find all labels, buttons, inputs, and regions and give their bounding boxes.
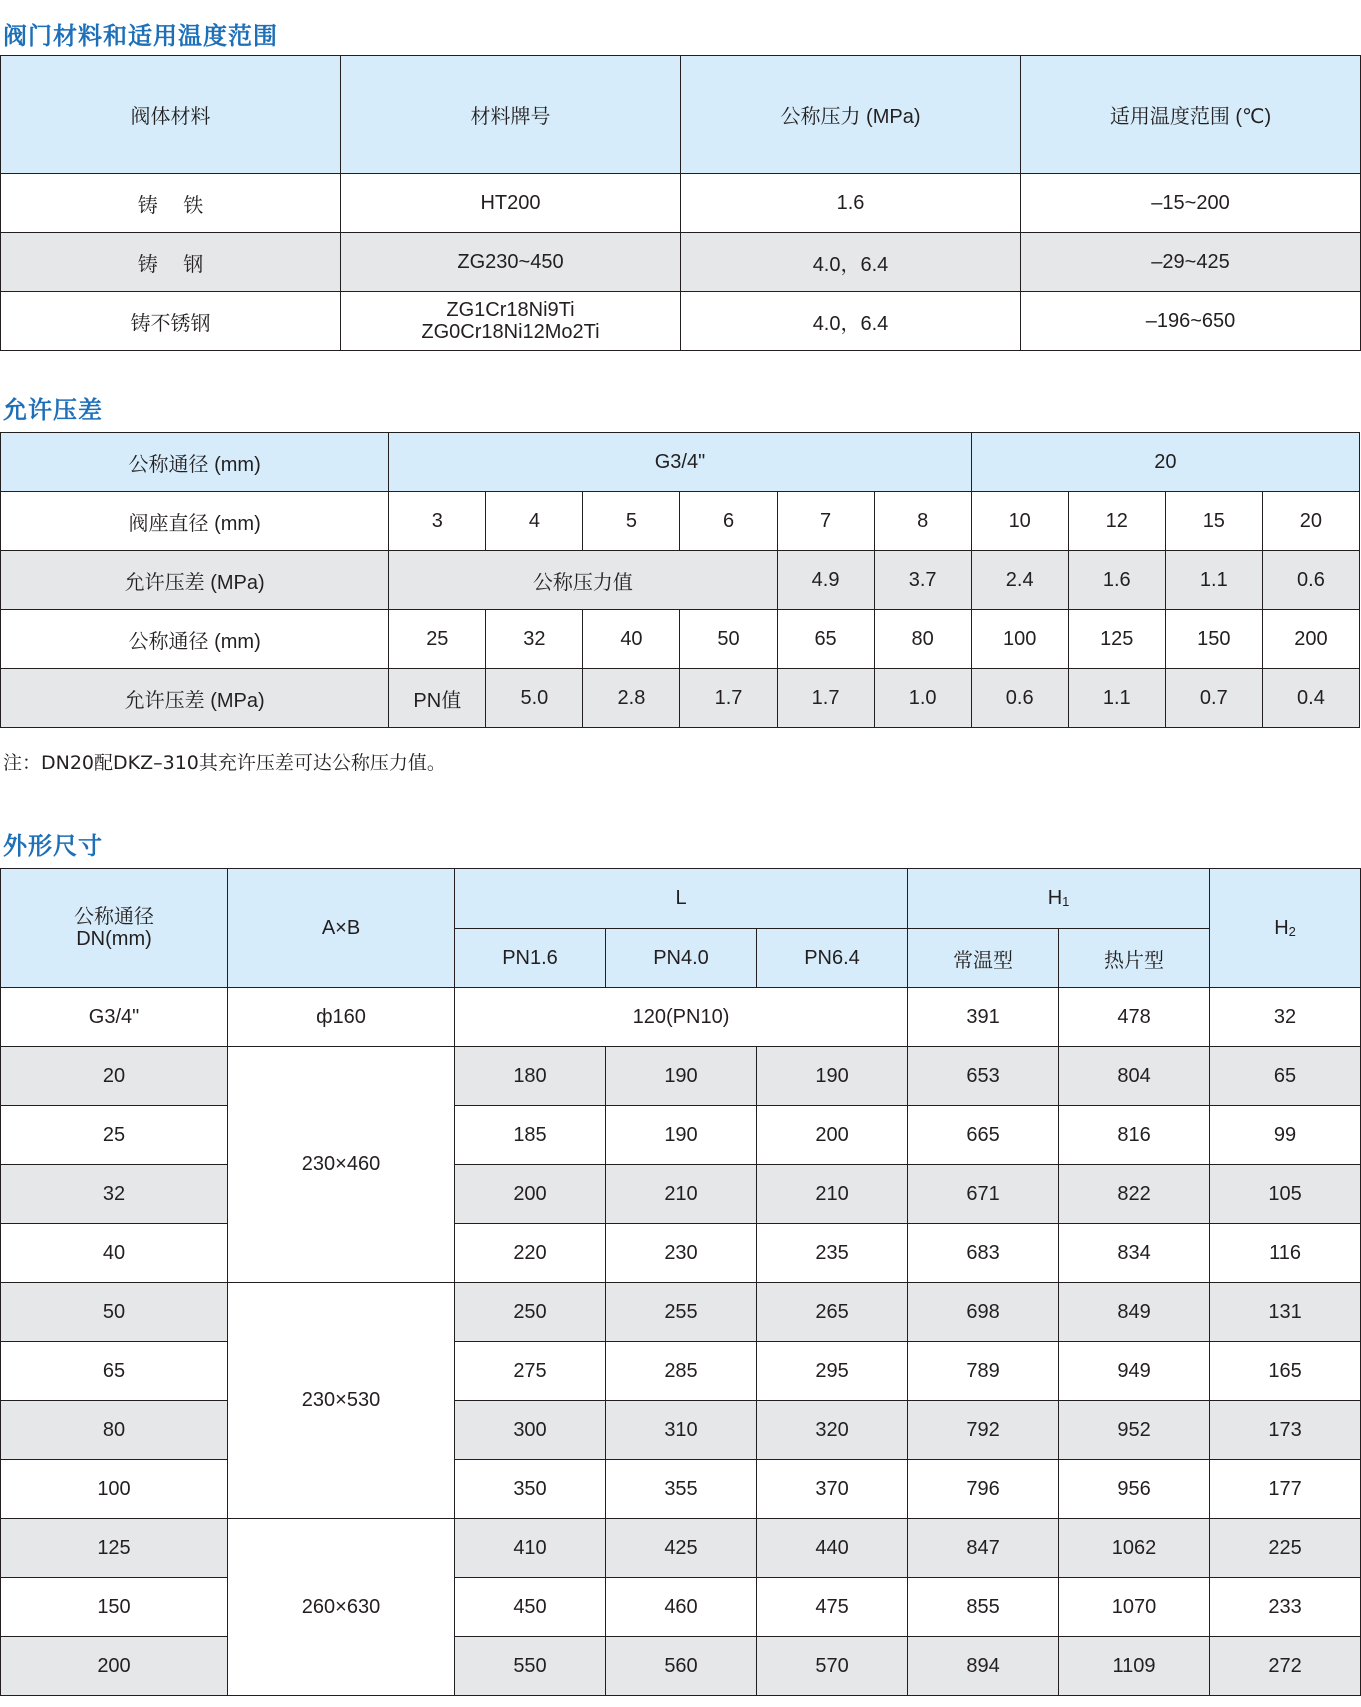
col-header-pn64: PN6.4 bbox=[757, 929, 908, 988]
table-row bbox=[1, 1519, 1361, 1578]
cell-h1-normal: 796 bbox=[908, 1460, 1059, 1519]
cell-l-pn16: 180 bbox=[455, 1047, 606, 1106]
cell-l-pn16: 450 bbox=[455, 1578, 606, 1637]
h1-letter: H bbox=[1047, 887, 1063, 909]
table-header-row bbox=[1, 56, 1361, 174]
col-header-ab: A×B bbox=[228, 869, 455, 988]
cell-h1-heat: 1109 bbox=[1059, 1637, 1210, 1696]
cell-grade: ZG230~450 bbox=[341, 233, 681, 292]
table-cell: 50 bbox=[680, 610, 777, 669]
cell-dn: 20 bbox=[1, 1047, 228, 1106]
table-cell: 3.7 bbox=[874, 551, 971, 610]
cell-h2: 173 bbox=[1210, 1401, 1361, 1460]
cell-dn: 65 bbox=[1, 1342, 228, 1401]
table-row bbox=[1, 988, 1361, 1047]
header-dn-line-2: DN(mm) bbox=[76, 928, 152, 950]
cell-h1-heat: 956 bbox=[1059, 1460, 1210, 1519]
pressure-diff-table bbox=[0, 432, 1360, 728]
col-header-h2 bbox=[1210, 869, 1361, 988]
table-row bbox=[1, 1637, 1361, 1696]
cell-h1-heat: 804 bbox=[1059, 1047, 1210, 1106]
table-row bbox=[1, 1401, 1361, 1460]
table-cell: 100 bbox=[971, 610, 1068, 669]
cell-dn: 100 bbox=[1, 1460, 228, 1519]
cell-grade: HT200 bbox=[341, 174, 681, 233]
cell-l-pn64: 190 bbox=[757, 1047, 908, 1106]
table-cell: 1.1 bbox=[1165, 551, 1262, 610]
cell-h1-heat: 834 bbox=[1059, 1224, 1210, 1283]
cell-h1-normal: 789 bbox=[908, 1342, 1059, 1401]
cell-l-pn40: 255 bbox=[606, 1283, 757, 1342]
cell-h1-normal: 698 bbox=[908, 1283, 1059, 1342]
col-header-heat-fin: 热片型 bbox=[1059, 929, 1210, 988]
col-header-pn40: PN4.0 bbox=[606, 929, 757, 988]
cell-pressure: 1.6 bbox=[681, 174, 1021, 233]
table-row bbox=[1, 492, 1360, 551]
col-header-grade: 材料牌号 bbox=[341, 56, 681, 174]
cell-l-pn40: 210 bbox=[606, 1165, 757, 1224]
materials-table bbox=[0, 55, 1361, 351]
cell-h1-normal: 665 bbox=[908, 1106, 1059, 1165]
table-cell: 80 bbox=[874, 610, 971, 669]
cell-h2: 32 bbox=[1210, 988, 1361, 1047]
cell-l-pn64: 210 bbox=[757, 1165, 908, 1224]
table-cell: 40 bbox=[583, 610, 680, 669]
col-header-pn16: PN1.6 bbox=[455, 929, 606, 988]
table-cell: 0.6 bbox=[971, 669, 1068, 728]
cell-l-pn64: 440 bbox=[757, 1519, 908, 1578]
table-cell: 4 bbox=[486, 492, 583, 551]
table-cell: 125 bbox=[1068, 610, 1165, 669]
cell-group-20: 20 bbox=[971, 433, 1359, 492]
cell-grade bbox=[341, 292, 681, 351]
cell-h1-heat: 849 bbox=[1059, 1283, 1210, 1342]
cell-l-pn16: 250 bbox=[455, 1283, 606, 1342]
table-row bbox=[1, 1283, 1361, 1342]
cell-h2: 177 bbox=[1210, 1460, 1361, 1519]
header-dn-line-1: 公称通径 bbox=[74, 906, 154, 928]
cell-dn: 32 bbox=[1, 1165, 228, 1224]
cell-temp: –196~650 bbox=[1021, 292, 1361, 351]
table-cell: 15 bbox=[1165, 492, 1262, 551]
cell-l-pn16: 185 bbox=[455, 1106, 606, 1165]
table-cell: 0.4 bbox=[1262, 669, 1359, 728]
col-header-body-material: 阀体材料 bbox=[1, 56, 341, 174]
table-cell: 10 bbox=[971, 492, 1068, 551]
table-row bbox=[1, 669, 1360, 728]
table-header-row bbox=[1, 433, 1360, 492]
cell-pressure: 4.0，6.4 bbox=[681, 233, 1021, 292]
cell-l-pn64: 235 bbox=[757, 1224, 908, 1283]
table-cell: 3 bbox=[389, 492, 486, 551]
table-row bbox=[1, 551, 1360, 610]
grade-line-1: ZG1Cr18Ni9Ti bbox=[446, 299, 575, 321]
table-cell: 1.1 bbox=[1068, 669, 1165, 728]
cell-h2: 131 bbox=[1210, 1283, 1361, 1342]
table-row bbox=[1, 1460, 1361, 1519]
cell-dn: 80 bbox=[1, 1401, 228, 1460]
cell-l-pn64: 370 bbox=[757, 1460, 908, 1519]
section-title-pressure-diff: 允许压差 bbox=[3, 396, 103, 424]
table-row bbox=[1, 174, 1361, 233]
cell-h1-normal: 855 bbox=[908, 1578, 1059, 1637]
cell-h1-normal: 792 bbox=[908, 1401, 1059, 1460]
cell-l-pn64: 475 bbox=[757, 1578, 908, 1637]
col-header-l: L bbox=[455, 869, 908, 929]
row-label: 公称通径 (mm) bbox=[1, 610, 389, 669]
cell-dn: 125 bbox=[1, 1519, 228, 1578]
cell-h2: 105 bbox=[1210, 1165, 1361, 1224]
row-label: 允许压差 (MPa) bbox=[1, 551, 389, 610]
dimensions-table bbox=[0, 868, 1361, 1696]
cell-l-pn16: 350 bbox=[455, 1460, 606, 1519]
table-cell: 200 bbox=[1262, 610, 1359, 669]
cell-l-pn40: 355 bbox=[606, 1460, 757, 1519]
cell-material: 铸不锈钢 bbox=[1, 292, 341, 351]
table-cell: 2.8 bbox=[583, 669, 680, 728]
cell-l-pn40: 285 bbox=[606, 1342, 757, 1401]
cell-l-pn40: 230 bbox=[606, 1224, 757, 1283]
cell-l-pn40: 560 bbox=[606, 1637, 757, 1696]
cell-l-pn16: 275 bbox=[455, 1342, 606, 1401]
cell-h2: 233 bbox=[1210, 1578, 1361, 1637]
cell-ab: 260×630 bbox=[228, 1519, 455, 1696]
table-header-row bbox=[1, 869, 1361, 929]
table-row bbox=[1, 1578, 1361, 1637]
cell-l-pn16: 410 bbox=[455, 1519, 606, 1578]
table-cell: 7 bbox=[777, 492, 874, 551]
cell-h1-normal: 683 bbox=[908, 1224, 1059, 1283]
cell-l-pn64: 200 bbox=[757, 1106, 908, 1165]
cell-dn: 150 bbox=[1, 1578, 228, 1637]
col-header-h1 bbox=[908, 869, 1210, 929]
cell-l-pn40: 190 bbox=[606, 1106, 757, 1165]
table-row bbox=[1, 1342, 1361, 1401]
table-cell: 5.0 bbox=[486, 669, 583, 728]
cell-l-pn40: 310 bbox=[606, 1401, 757, 1460]
table-row bbox=[1, 1047, 1361, 1106]
section-title-dimensions: 外形尺寸 bbox=[3, 832, 103, 860]
cell-h1-heat: 949 bbox=[1059, 1342, 1210, 1401]
cell-ab: 230×460 bbox=[228, 1047, 455, 1283]
table-cell: 8 bbox=[874, 492, 971, 551]
cell-h1-heat: 1062 bbox=[1059, 1519, 1210, 1578]
cell-h1-heat: 822 bbox=[1059, 1165, 1210, 1224]
cell-l-pn40: 190 bbox=[606, 1047, 757, 1106]
cell-h1-normal: 894 bbox=[908, 1637, 1059, 1696]
table-row bbox=[1, 610, 1360, 669]
cell-l-pn16: 200 bbox=[455, 1165, 606, 1224]
col-header-normal-temp: 常温型 bbox=[908, 929, 1059, 988]
grade-line-2: ZG0Cr18Ni12Mo2Ti bbox=[421, 321, 600, 343]
cell-ab: 230×530 bbox=[228, 1283, 455, 1519]
cell-dn: 200 bbox=[1, 1637, 228, 1696]
table-cell: 65 bbox=[777, 610, 874, 669]
table-cell: 0.6 bbox=[1262, 551, 1359, 610]
cell-h2: 165 bbox=[1210, 1342, 1361, 1401]
cell-l-pn64: 265 bbox=[757, 1283, 908, 1342]
cell-h1-heat: 478 bbox=[1059, 988, 1210, 1047]
cell-dn: 50 bbox=[1, 1283, 228, 1342]
table-cell: 12 bbox=[1068, 492, 1165, 551]
cell-l-pn16: 220 bbox=[455, 1224, 606, 1283]
cell-l-pn40: 460 bbox=[606, 1578, 757, 1637]
cell-l: 120(PN10) bbox=[455, 988, 908, 1047]
table-cell: 150 bbox=[1165, 610, 1262, 669]
row-label: 公称通径 (mm) bbox=[1, 433, 389, 492]
cell-l-pn64: 320 bbox=[757, 1401, 908, 1460]
cell-pressure: 4.0，6.4 bbox=[681, 292, 1021, 351]
footnote: 注：DN20配DKZ–310其充许压差可达公称压力值。 bbox=[3, 752, 446, 774]
cell-h1-normal: 671 bbox=[908, 1165, 1059, 1224]
section-title-materials: 阀门材料和适用温度范围 bbox=[3, 22, 278, 50]
row-label: 阀座直径 (mm) bbox=[1, 492, 389, 551]
table-cell: 1.7 bbox=[680, 669, 777, 728]
h2-subscript: 2 bbox=[1288, 923, 1296, 939]
table-cell: 6 bbox=[680, 492, 777, 551]
cell-ab: ф160 bbox=[228, 988, 455, 1047]
cell-h1-normal: 653 bbox=[908, 1047, 1059, 1106]
table-cell: 25 bbox=[389, 610, 486, 669]
col-header-pressure: 公称压力 (MPa) bbox=[681, 56, 1021, 174]
cell-h2: 99 bbox=[1210, 1106, 1361, 1165]
cell-dn: 40 bbox=[1, 1224, 228, 1283]
cell-l-pn40: 425 bbox=[606, 1519, 757, 1578]
row-label: 允许压差 (MPa) bbox=[1, 669, 389, 728]
cell-material: 铸 钢 bbox=[1, 233, 341, 292]
cell-h1-normal: 391 bbox=[908, 988, 1059, 1047]
cell-h1-heat: 1070 bbox=[1059, 1578, 1210, 1637]
cell-l-pn64: 570 bbox=[757, 1637, 908, 1696]
table-cell: 4.9 bbox=[777, 551, 874, 610]
table-row bbox=[1, 1106, 1361, 1165]
cell-h1-heat: 816 bbox=[1059, 1106, 1210, 1165]
table-cell: 32 bbox=[486, 610, 583, 669]
table-cell: 20 bbox=[1262, 492, 1359, 551]
h2-letter: H bbox=[1274, 916, 1289, 939]
cell-l-pn64: 295 bbox=[757, 1342, 908, 1401]
cell-group-g34: G3/4" bbox=[389, 433, 971, 492]
cell-temp: –15~200 bbox=[1021, 174, 1361, 233]
cell-nominal-pressure-value: 公称压力值 bbox=[389, 551, 777, 610]
table-cell: 1.6 bbox=[1068, 551, 1165, 610]
cell-h2: 272 bbox=[1210, 1637, 1361, 1696]
col-header-dn bbox=[1, 869, 228, 988]
cell-material: 铸 铁 bbox=[1, 174, 341, 233]
table-cell: 1.7 bbox=[777, 669, 874, 728]
table-row bbox=[1, 1165, 1361, 1224]
cell-l-pn16: 550 bbox=[455, 1637, 606, 1696]
cell-dn: G3/4" bbox=[1, 988, 228, 1047]
cell-h1-heat: 952 bbox=[1059, 1401, 1210, 1460]
table-cell: 0.7 bbox=[1165, 669, 1262, 728]
cell-h2: 225 bbox=[1210, 1519, 1361, 1578]
cell-h1-normal: 847 bbox=[908, 1519, 1059, 1578]
col-header-temp: 适用温度范围 (℃) bbox=[1021, 56, 1361, 174]
h1-subscript: 1 bbox=[1062, 894, 1070, 909]
table-cell: PN值 bbox=[389, 669, 486, 728]
table-row bbox=[1, 1224, 1361, 1283]
table-row bbox=[1, 292, 1361, 351]
table-row bbox=[1, 233, 1361, 292]
cell-l-pn16: 300 bbox=[455, 1401, 606, 1460]
cell-temp: –29~425 bbox=[1021, 233, 1361, 292]
table-cell: 5 bbox=[583, 492, 680, 551]
cell-dn: 25 bbox=[1, 1106, 228, 1165]
table-cell: 2.4 bbox=[971, 551, 1068, 610]
cell-h2: 116 bbox=[1210, 1224, 1361, 1283]
table-cell: 1.0 bbox=[874, 669, 971, 728]
cell-h2: 65 bbox=[1210, 1047, 1361, 1106]
